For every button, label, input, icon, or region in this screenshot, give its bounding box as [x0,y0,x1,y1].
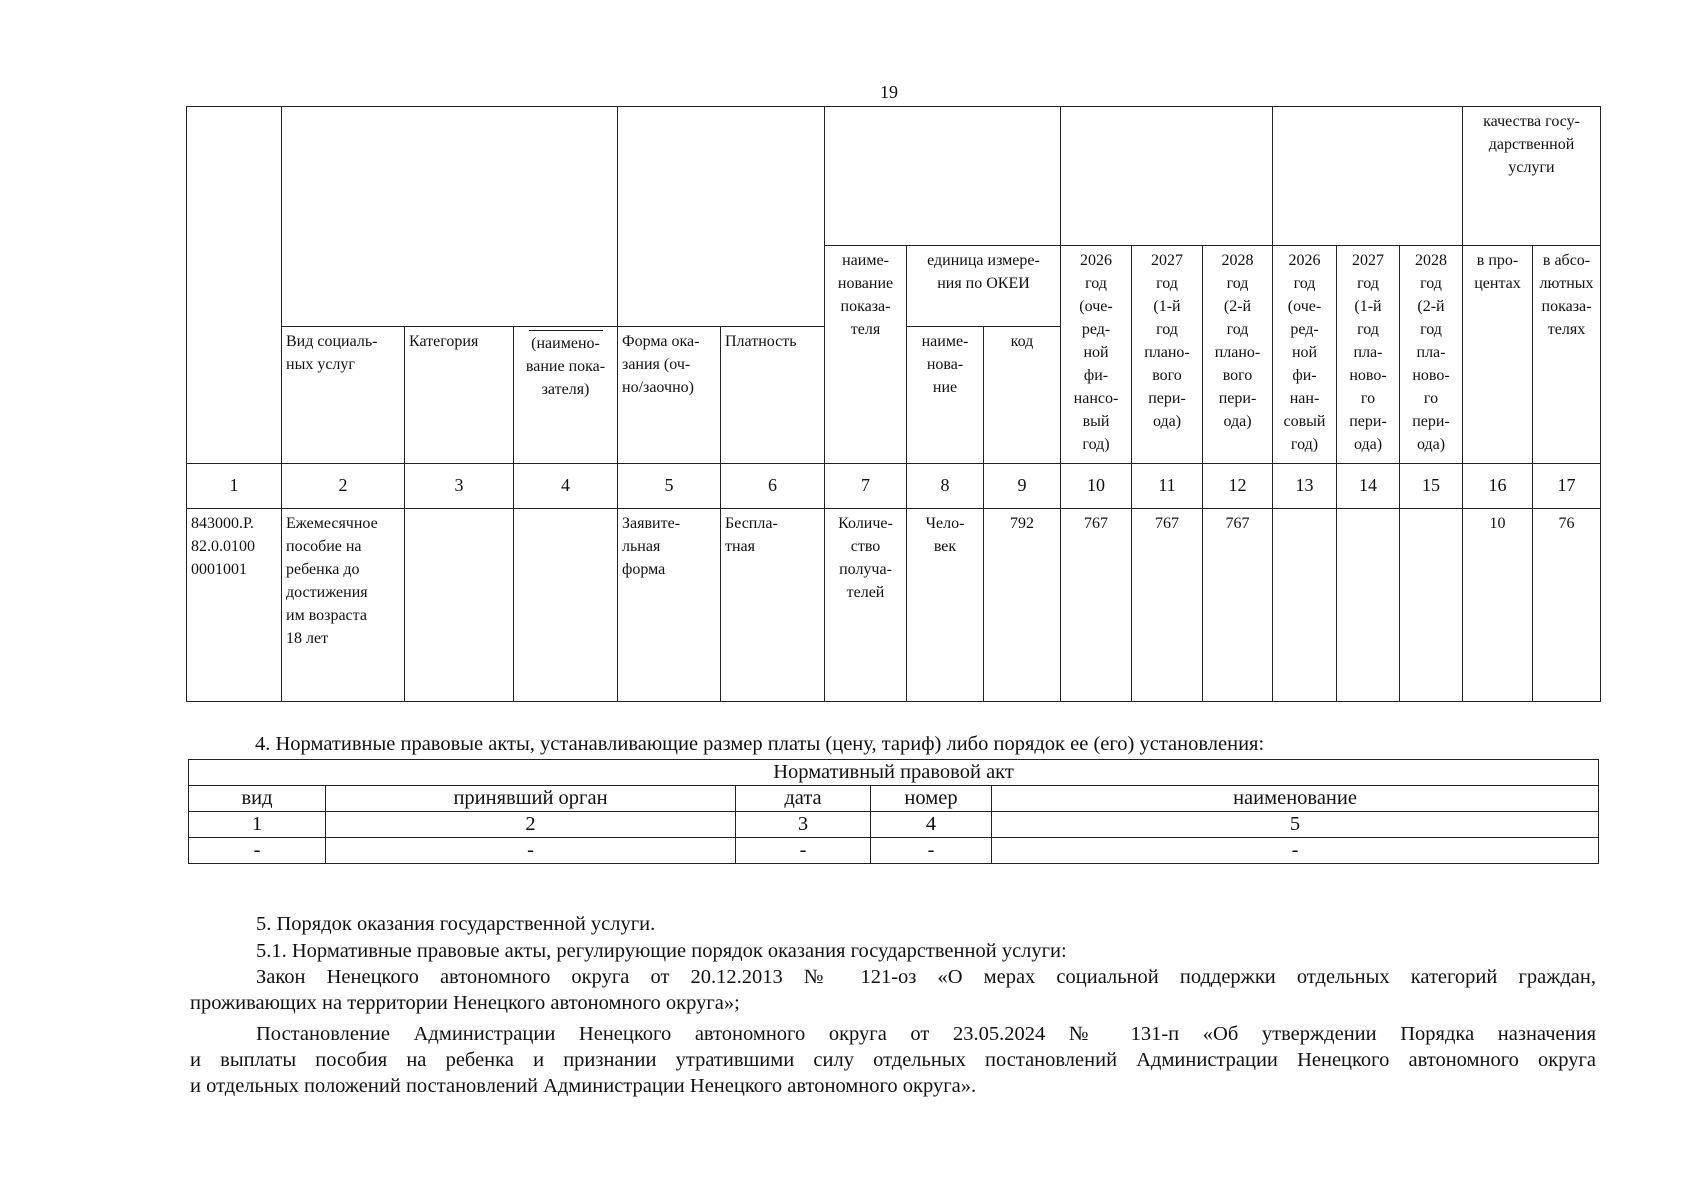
header-cell-empty [187,107,282,464]
law-line-2: проживающих на территории Ненецкого автономного округа»; [190,992,740,1014]
header-2026-volume: 2026 год (оче- ред- ной фи- нансо- вый год) [1061,246,1132,464]
table-row [187,508,1601,701]
header-2028-price: 2028 год (2-й год пла- ново- го пери- ода) [1400,246,1463,464]
cell-payment: Беспла- тная [721,508,825,701]
cell-value: - [189,838,326,864]
cell-value-2026: 767 [1061,508,1132,701]
cell-unit-name: Чело- век [907,508,984,701]
column-number: 16 [1463,463,1533,508]
cell-value: - [736,838,871,864]
header-form: Форма ока- зания (оч- но/заочно) [618,327,721,464]
cell-value: - [871,838,992,864]
column-number: 11 [1132,463,1203,508]
column-number: 17 [1533,463,1601,508]
header-authority: принявший орган [326,786,736,812]
cell-value-2028: 767 [1203,508,1273,701]
column-number: 3 [405,463,514,508]
legal-acts-table [188,759,1599,864]
cell-price-2028 [1400,508,1463,701]
law-line-1: Закон Ненецкого автономного округа от 20.12.2013 № 121-оз «О мерах социальной поддержки отдельных категорий граждан, [256,966,1596,988]
column-number: 13 [1273,463,1337,508]
header-cell-empty [1061,107,1273,246]
section-5-heading: 5. Порядок оказания государственной услуги. [256,913,656,935]
column-number: 5 [618,463,721,508]
cell-deviation-percent: 10 [1463,508,1533,701]
column-number: 9 [984,463,1061,508]
header-date: дата [736,786,871,812]
legal-act-title: Нормативный правовой акт [189,760,1599,786]
column-number: 15 [1400,463,1463,508]
header-unit-name: наиме- нова- ние [907,327,984,464]
header-unit-code: код [984,327,1061,464]
header-category: Категория [405,327,514,464]
column-number: 5 [992,812,1599,838]
decree-line-1: Постановление Администрации Ненецкого автономного округа от 23.05.2024 № 131-п «Об утверждении Порядка назначения [256,1023,1596,1045]
header-cell-empty [825,107,1061,246]
cell-form: Заявите- льная форма [618,508,721,701]
section-4-heading: 4. Нормативные правовые акты, устанавливающие размер платы (цену, тариф) либо порядок ее (его) установления: [255,733,1265,755]
header-indicator-name-col4: (наимено- вание пока- зателя) [514,327,618,464]
header-percent: в про- центах [1463,246,1533,464]
header-kind: вид [189,786,326,812]
header-2026-price: 2026 год (оче- ред- ной фи- нан- совый год) [1273,246,1337,464]
decree-line-2: и выплаты пособия на ребенка и признании утратившими силу отдельных постановлений Администрации Ненецкого автономного округа [190,1049,1596,1071]
column-number: 2 [282,463,405,508]
header-indicator-name: наиме- нование показа- теля [825,246,907,464]
decree-line-3: и отдельных положений постановлений Администрации Ненецкого автономного округа». [190,1075,977,1097]
cell-unit-code: 792 [984,508,1061,701]
header-2027-volume: 2027 год (1-й год плано- вого пери- ода) [1132,246,1203,464]
column-number: 10 [1061,463,1132,508]
header-2027-price: 2027 год (1-й год пла- ново- го пери- ода) [1337,246,1400,464]
column-number: 14 [1337,463,1400,508]
column-number: 2 [326,812,736,838]
header-absolute: в абсо- лютных показа- телях [1533,246,1601,464]
cell-value-2027: 767 [1132,508,1203,701]
cell-registry-code: 843000.Р. 82.0.0100 0001001 [187,508,282,701]
underline [529,330,603,331]
column-number: 12 [1203,463,1273,508]
column-number: 1 [189,812,326,838]
table-row [189,838,1599,864]
header-quality-deviation: качества госу- дарственной услуги [1463,107,1601,246]
cell-category [405,508,514,701]
header-cell-empty [1273,107,1463,246]
column-number: 4 [871,812,992,838]
cell-price-2027 [1337,508,1400,701]
cell-deviation-absolute: 76 [1533,508,1601,701]
page-number: 19 [880,82,898,102]
cell-indicator: Количе- ство получа- телей [825,508,907,701]
header-title: наименование [992,786,1599,812]
column-number: 3 [736,812,871,838]
column-number: 8 [907,463,984,508]
header-cell-empty [618,107,825,327]
column-number: 4 [514,463,618,508]
cell-price-2026 [1273,508,1337,701]
column-number: 6 [721,463,825,508]
header-cell-empty [282,107,618,327]
section-5-1-heading: 5.1. Нормативные правовые акты, регулирующие порядок оказания государственной услуги: [256,940,1067,962]
column-number: 1 [187,463,282,508]
service-volume-table [186,106,1601,702]
cell-indicator-name [514,508,618,701]
header-2028-volume: 2028 год (2-й год плано- вого пери- ода) [1203,246,1273,464]
column-number: 7 [825,463,907,508]
cell-value: - [326,838,736,864]
cell-service: Ежемесячное пособие на ребенка до достижения им возраста 18 лет [282,508,405,701]
header-unit-okei: единица измере- ния по ОКЕИ [907,246,1061,327]
cell-value: - [992,838,1599,864]
header-number: номер [871,786,992,812]
header-service-type: Вид социаль- ных услуг [282,327,405,464]
header-payment: Платность [721,327,825,464]
